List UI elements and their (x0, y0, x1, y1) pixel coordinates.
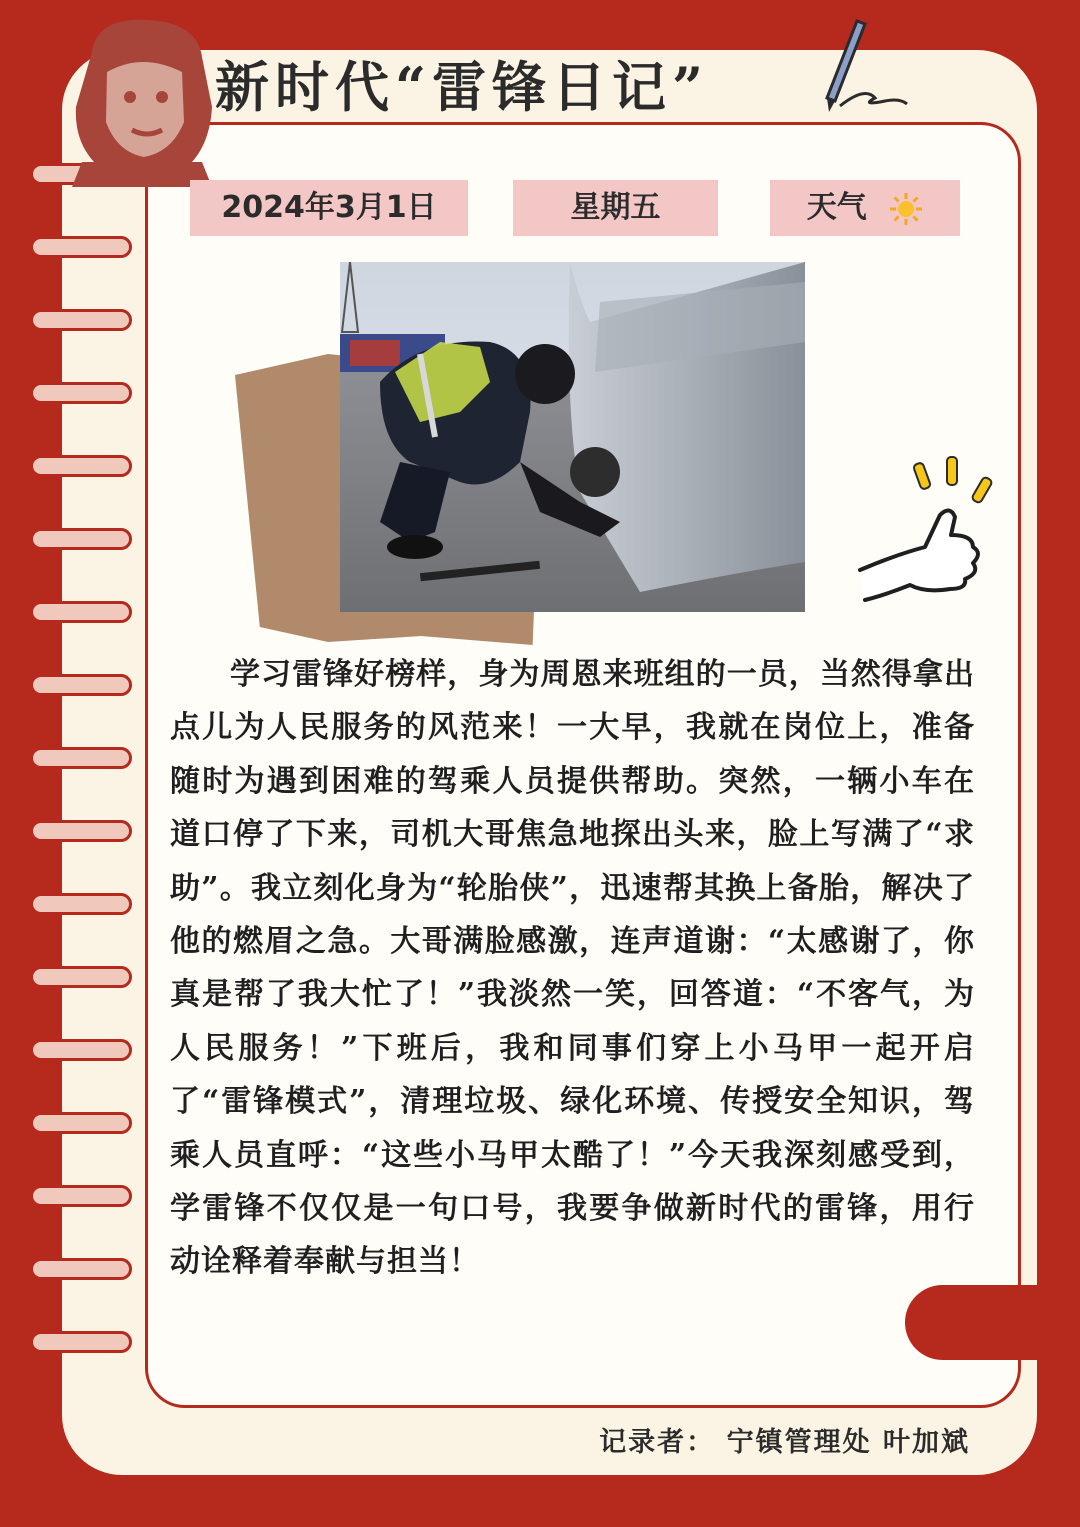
page-title: 新时代“雷锋日记” (215, 55, 710, 119)
spiral-ring (30, 455, 132, 477)
bookmark-tab (905, 1285, 1080, 1360)
spiral-ring (30, 674, 132, 696)
pen-icon (815, 16, 910, 116)
spiral-ring (30, 1039, 132, 1061)
recorder-signature: 记录者： 宁镇管理处 叶加斌 (599, 1427, 970, 1458)
weather-label: 天气 (806, 190, 867, 225)
spiral-ring (30, 1258, 132, 1280)
date-info-bar (0, 180, 1080, 240)
spiral-ring (30, 1112, 132, 1134)
weekday-tag: 星期五 (513, 180, 718, 236)
weather-tag (770, 180, 960, 236)
tire-change-photo (340, 262, 805, 612)
spiral-ring (30, 820, 132, 842)
spiral-ring (30, 1331, 132, 1353)
lei-feng-portrait-icon (62, 12, 222, 187)
date-tag: 2024年3月1日 (190, 180, 468, 236)
spiral-ring (30, 309, 132, 331)
spiral-ring (30, 747, 132, 769)
sun-icon (889, 192, 923, 226)
spiral-ring (30, 966, 132, 988)
spiral-ring (30, 528, 132, 550)
spiral-ring (30, 893, 132, 915)
spiral-ring (30, 601, 132, 623)
spiral-ring (30, 382, 132, 404)
spiral-ring (30, 1185, 132, 1207)
diary-body-text: 学习雷锋好榜样，身为周恩来班组的一员，当然得拿出点儿为人民服务的风范来！一大早，我就在岗位上，准备随时为遇到困难的驾乘人员提供帮助。突然，一辆小车在道口停了下来，司机大哥焦急地探出头来，脸上写满了“求助”。我立刻化身为“轮胎侠”，迅速帮其换上备胎，解决了他的燃眉之急。大哥满脸感激，连声道谢：“太感谢了，你真是帮了我大忙了！”我淡然一笑，回答道：“不客气，为人民服务！”下班后，我和同事们穿上小马甲一起开启了“雷锋模式”，清理垃圾、绿化环境、传授安全知识，驾乘人员直呼：“这些小马甲太酷了！”今天我深刻感受到，学雷锋不仅仅是一句口号，我要争做新时代的雷锋，用行动诠释着奉献与担当！ (170, 657, 975, 1280)
thumbs-up-icon (855, 455, 1005, 605)
